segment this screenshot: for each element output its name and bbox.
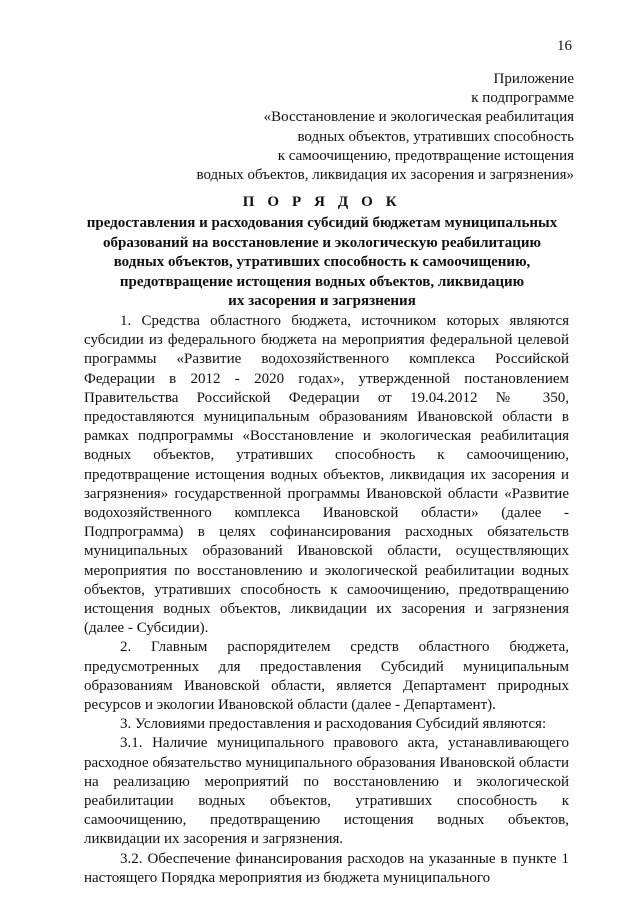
title-line: предотвращение истощения водных объектов, ликвидацию — [119, 273, 525, 290]
appendix-line: Приложение — [493, 71, 574, 87]
appendix-line: водных объектов, ликвидация их засорения и загрязнения» — [196, 167, 574, 184]
paragraph-1: 1. Средства областного бюджета, источником которых являются субсидии из федерального бюджета на мероприятия федеральной целевой программы «Развитие водохозяйственного комплекса Российской Федерации в 2012 - 2020 годах», утвержденной постановлением Правительства Российской Федерации от 19.04.2012 № 350, предоставляются муниципальным образованиям Ивановской области в рамках подпрограммы «Восстановление и экологическая реабилитация водных объектов, утративших способность к самоочищению, предотвращение истощения водных объектов, ликвидация их засорения и загрязнения» государственной программы Ивановской области «Развитие водохозяйственного комплекса Ивановской области» (далее - Подпрограмма) в целях софинансирования расходных обязательств муниципальных образований Ивановской области, осуществляющих мероприятия по восстановлению и экологической реабилитации водных объектов, утративших способность к самоочищению, предотвращению истощения водных объектов, ликвидации их засорения и загрязнения (далее - Субсидии). — [84, 313, 569, 637]
title-line: водных объектов, утративших способность к самоочищению, — [113, 254, 531, 271]
appendix-line: водных объектов, утративших способность — [297, 128, 574, 145]
appendix-line: к подпрограмме — [471, 90, 574, 107]
appendix-header — [154, 70, 574, 185]
title-line: предоставления и расходования субсидий бюджетам муниципальных — [86, 215, 558, 232]
title-main: П О Р Я Д О К — [242, 194, 402, 210]
paragraph-3-1: 3.1. Наличие муниципального правового акта, устанавливающего расходное обязательство муниципального образования Ивановской области на реализацию мероприятий по восстановлению и экологической реабилитации водных объектов, утративших способность к самоочищению, предотвращению истощения водных объектов, ликвидации их засорения и загрязнения. — [84, 735, 569, 848]
appendix-line: к самоочищению, предотвращение истощения — [277, 147, 574, 164]
appendix-line: «Восстановление и экологическая реабилитация — [263, 109, 574, 126]
title-line: образований на восстановление и экологическую реабилитацию — [103, 234, 541, 251]
document-body — [84, 312, 569, 888]
document-title — [70, 193, 574, 311]
title-line: их засорения и загрязнения — [228, 293, 416, 310]
paragraph-3-2: 3.2. Обеспечение финансирования расходов на указанные в пункте 1 настоящего Порядка мероприятия из бюджета муниципального — [84, 850, 569, 886]
paragraph-2: 2. Главным распорядителем средств областного бюджета, предусмотренных для предоставления Субсидий муниципальным образованиям Ивановской области, является Департамент природных ресурсов и экологии Ивановской области (далее - Департамент). — [84, 639, 569, 714]
page-number: 16 — [557, 38, 572, 54]
paragraph-3: 3. Условиями предоставления и расходования Субсидий являются: — [120, 716, 547, 733]
